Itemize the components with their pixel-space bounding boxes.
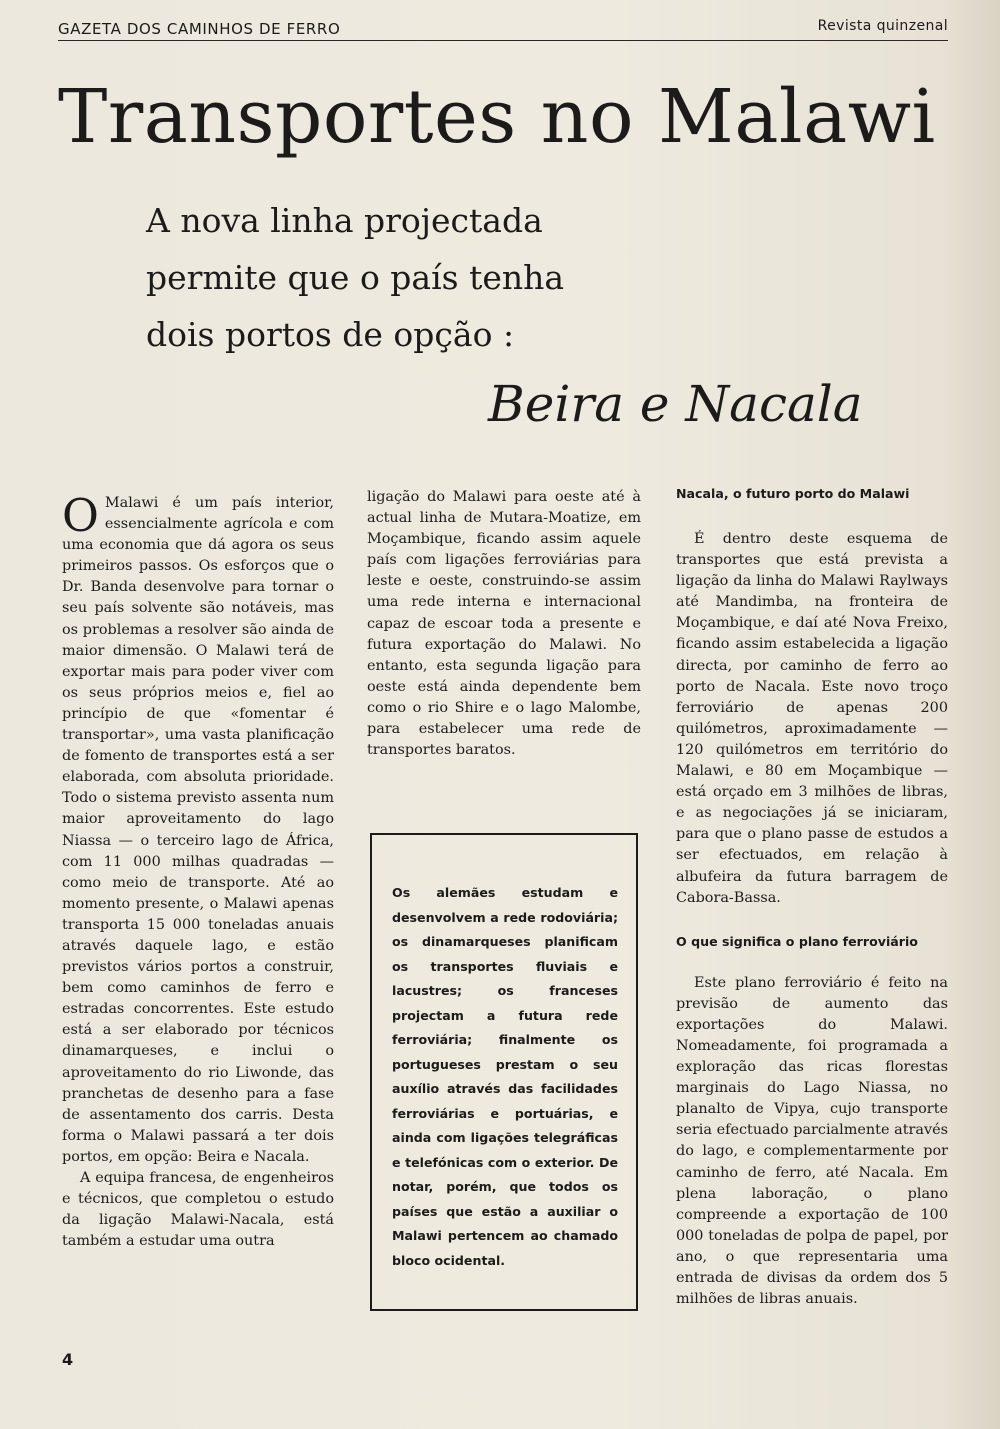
subtitle-emphasis: Beira e Nacala <box>488 375 863 433</box>
subtitle-line: A nova linha projectada <box>146 201 543 240</box>
text-column-1 <box>62 489 334 1252</box>
body-paragraph <box>62 489 334 1168</box>
drop-cap: O <box>62 489 99 542</box>
body-paragraph: ligação do Malawi para oeste até à actual linha de Mutara-Moatize, em Moçambique, ficando assim aquele país com ligações ferroviárias para leste e oeste, construindo-se assim uma rede interna e internacional capaz de escoar toda a presente e futura exportação do Malawi. No entanto, esta segunda ligação para oeste está ainda dependente bem como o rio Shire e o lago Malombe, para estabelecer uma rede de transportes baratos. <box>367 489 641 759</box>
section-heading: O que significa o plano ferroviário <box>676 933 918 949</box>
paragraph-text: Malawi é um país interior, essencialmente agrícola e com uma economia que dá agora os seus primeiros passos. Os esforços que o Dr. Banda desenvolve para tornar o seu país solvente são notáveis, mas os problemas a resolver são ainda de maior dimensão. O Malawi terá de exportar mais para poder viver com os seus próprios meios e, fiel ao princípio de que «fomentar é transportar», uma vasta planificação de fomento de transportes está a ser elaborada, com absoluta prioridade. Todo o sistema previsto assenta num maior aproveitamento do lago Niassa — o terceiro lago de África, com 11 000 milhas quadradas — como meio de transporte. Até ao momento presente, o Malawi apenas transporta 15 000 toneladas anuais através daquele lago, e estão previstos vários portos a construir, bem como caminhos de ferro e estradas concorrentes. Este estudo está a ser elaborado por técnicos dinamarqueses, e inclui o aproveitamento do rio Liwonde, das pranchetas de desenho para a fase de assentamento dos carris. Desta forma o Malawi passará a ter dois portos, em opção: Beira e Nacala. <box>62 495 334 1165</box>
article-title: Transportes no Malawi <box>58 74 936 160</box>
running-header <box>58 18 948 41</box>
boxed-note <box>370 833 638 1311</box>
section-heading: Nacala, o futuro porto do Malawi <box>676 486 910 501</box>
article-subtitle <box>146 192 666 363</box>
body-paragraph: A equipa francesa, de engenheiros e técnicos, que completou o estudo da ligação Malawi-Nacala, está também a estudar uma outra <box>62 1170 334 1250</box>
publication-name: GAZETA DOS CAMINHOS DE FERRO <box>58 20 341 38</box>
text-column-2 <box>367 487 641 761</box>
page-number: 4 <box>62 1350 74 1369</box>
boxed-note-text: Os alemães estudam e desenvolvem a rede rodoviária; os dinamarqueses planificam os transportes fluviais e lacustres; os franceses projectam a futura rede ferroviária; finalmente os portugueses prestam o seu auxílio através das facilidades ferroviárias e portuárias, e ainda com ligações telegráficas e telefónicas com o exterior. De notar, porém, que todos os países que estão a auxiliar o Malawi pertencem ao chamado bloco ocidental. <box>392 885 618 1268</box>
subtitle-line: dois portos de opção : <box>146 315 515 354</box>
text-column-3 <box>676 485 948 1310</box>
body-paragraph: É dentro deste esquema de transportes que está prevista a ligação da linha do Malawi Raylways até Mandimba, na fronteira de Moçambique, e daí até Nova Freixo, ficando assim estabelecida a ligação directa, por caminho de ferro ao porto de Nacala. Este novo troço ferroviário de apenas 200 quilómetros, aproximadamente — 120 quilómetros em território do Malawi, e 80 em Moçambique — está orçado em 3 milhões de libras, e as negociações já se iniciaram, para que o plano passe de estudos a ser efectuados, em relação à albufeira da futura barragem de Cabora-Bassa. <box>676 531 948 906</box>
body-paragraph: Este plano ferroviário é feito na previsão de aumento das exportações do Malawi. Nomeadamente, foi programada a exploração das ricas florestas marginais do Lago Niassa, no planalto de Vipya, cujo transporte seria efectuado parcialmente através do lago, e complementarmente por caminho de ferro, até Nacala. Em plena laboração, o plano compreende a exportação de 100 000 toneladas de polpa de papel, por ano, o que representaria uma entrada de divisas da ordem dos 5 milhões de libras anuais. <box>676 974 948 1308</box>
subtitle-line: permite que o país tenha <box>146 258 565 297</box>
periodicity-label: Revista quinzenal <box>817 18 948 34</box>
